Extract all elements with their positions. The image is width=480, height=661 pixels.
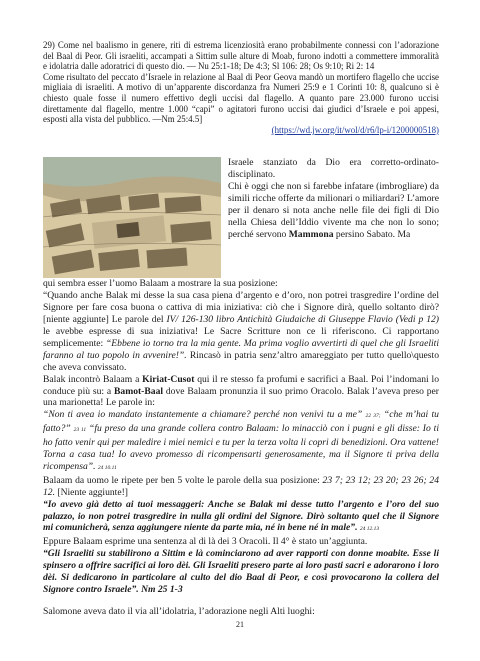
ref-24-10: 24 10.11 xyxy=(97,464,117,471)
balak-part-a: Balak incontrò Balaam a xyxy=(43,373,143,385)
bold-quote2-text: “Gli Israeliti su stabilirono a Sittim e là cominciarono ad aver rapporti con donne moabite. Esse li spinsero a offrire sacrifici ai loro dèi. Gli Israeliti presero parte ai loro pasti sacri e adorarono i loro dèi. Si dedicarono in particolare al culto del dio Baal di Peor, e così provocarono la collera del Signore contro Israele”. xyxy=(43,548,439,595)
quote1-part-d: Rincasò in patria senz’altro amareggiato per tutto quello\questo che aveva convissato. xyxy=(43,349,439,373)
quote1-part-b: le avebbe espresse di sua iniziativa! Le Sacre Scritture non ce li riferiscono. Ci rapportano semplicemente: xyxy=(43,325,439,349)
spacer xyxy=(43,135,439,157)
quote-balak-anger xyxy=(43,409,439,475)
figure-commentary-text: Chi è oggi che non si farebbe infatare (imbrogliare) da simili ricche offerte da milionari o miliardari? L’amore per il denaro si nota anche nelle file dei figli di Dio nella Chiesa dell’Iddio vivente ma che non lo sono; perché servono xyxy=(228,181,439,241)
source-link[interactable]: (https://wd.jw.org/it/wol/d/r6/lp-i/1200000518) xyxy=(271,124,439,135)
quote1-part-c: “Ebbene io torno tra la mia gente. Ma prima voglio avvertirti di quel che gli Israeliti faranno al tuo popolo in avvenire!”. xyxy=(43,337,439,361)
quote2-part-b: “che m’hai tu fatto?” xyxy=(43,409,439,435)
ref-24-12: 24 12.13 xyxy=(359,526,380,533)
repeat-part-a: Balaam da uomo le ripete per ben 5 volte le parole della sua posizione: xyxy=(43,474,323,486)
source-link-line xyxy=(43,125,439,136)
after-mammona: persino Sabato. Ma xyxy=(333,229,411,241)
kiriat-cusot: Kiriat-Cusot xyxy=(142,373,195,385)
balak-part-c: dove Balaam pronunzia il suo primo Oracolo. Balak l’aveva preso per una marionetta! Le parole in: xyxy=(43,385,439,409)
figure-commentary xyxy=(228,181,439,241)
quote1-reference: IV/ 126-130 libro Antichità Giudaiche di Giuseppe Flavio (Vedi p 12) xyxy=(166,314,439,326)
camp-illustration-image xyxy=(43,157,221,278)
eppure-line: Eppure Balaam esprime una sentenza al di là dei 3 Oracoli. Il 4° è stato un’aggiunta. xyxy=(43,536,368,548)
balak-part-b: qui il re stesso fa profumi e sacrifici a Baal. Poi l’indomani lo conduce più su: a xyxy=(43,373,439,397)
bold-quote-messengers xyxy=(43,499,439,537)
ref-22-37: 22 37; xyxy=(365,413,381,420)
balaam-intro: qui sembra esser l’uomo Balaam a mostrare la sua posizione: xyxy=(43,278,278,290)
balak-meeting xyxy=(43,374,439,410)
bamot-baal: Bamot-Baal xyxy=(114,385,164,397)
mammona-word: Mammona xyxy=(288,229,334,241)
figure-section xyxy=(43,157,439,278)
page-number: 21 xyxy=(236,620,244,629)
quote-balak-house xyxy=(43,290,439,373)
salomone-line: Salomone aveva dato il via all’idolatria, l’adorazione negli Alti luoghi: xyxy=(43,605,315,617)
israel-camp-illustration xyxy=(43,157,221,278)
ref-23-11: 23 11 xyxy=(73,427,87,434)
spacer xyxy=(43,596,439,606)
repeat-part-b: [Niente aggiunte!] xyxy=(55,486,128,498)
bold-quote-sittim xyxy=(43,548,439,596)
quote2-part-a: “Non ti avea io mandato instantemente a chiamare? perché non venivi tu a me” xyxy=(43,409,366,421)
ref-nm-25: Nm 25 1-3 xyxy=(141,584,183,595)
paragraph-baal-peor: 29) Come nel baalismo in genere, riti di estrema licenziosità erano probabilmente connessi con l’adorazione del Baal di Peor. Gli israeliti, accampati a Sittim sulle alture di Moab, furono indotti a commettere immoralità e idolatria dalle adoratrici di questo dio. — Nu 25:1-18; De 4:3; Sl 106: 28; Os 9:10; Ri 2: 14 xyxy=(43,40,439,72)
figure-caption: Israele stanziato da Dio era corretto-ordinato-disciplinato. xyxy=(228,157,439,181)
paragraph-flagello: Come risultato del peccato d’Israele in relazione al Baal di Peor Geova mandò un mortifero flagello che uccise migliaia di israeliti. A motivo di un’apparente discordanza fra Numeri 25:9 e 1 Corinti 10: 8, qualcuno si è chiesto quale fosse il numero effettivo degli uccisi dal flagello. A quanto pare 23.000 furono uccisi direttamente dal flagello, mentre 1.000 “capi” o agitatori furono uccisi dai giudici d’Israele e poi appesi, esposti alla vista del pubblico. —Nm 25:4.5] xyxy=(43,71,439,125)
bold-quote-text: “Io avevo già detto ai tuoi messaggeri: Anche se Balak mi desse tutto l’argento e l’oro del suo palazzo, io non potrei trasgredire in nulla gli ordini del Signore. Dirò soltanto quel che il Signore mi comunicherà, senza aggiungere niente da parte mia, né in bene né in male”. xyxy=(43,498,439,534)
quote2-part-c: “fu preso da una grande collera contro Balaam: lo minacciò con i pugni e gli disse: Io ti ho fatto venir qui per maledire i miei nemici e tu per la terza volta li copri di benedizioni. Ora vattene! Torna a casa tua! Io avevo promesso di ricompensarti generosamente, ma il Signore ti priva della ricompensa”. xyxy=(43,423,440,472)
balaam-repeats xyxy=(43,475,439,499)
repeat-references: 23 7; 23 12; 23 20; 23 26; 24 12. xyxy=(43,474,439,498)
figure-side-text xyxy=(228,157,439,241)
quote1-part-a: “Quando anche Balak mi desse la sua casa piena d’argento e d’oro, non potrei trasgredire l’ordine del Signore per fare cosa buona o cattiva di mia iniziativa: ciò che i Signore dirà, quello soltanto dirò? [niente aggiunte] Le parole del xyxy=(43,290,439,326)
